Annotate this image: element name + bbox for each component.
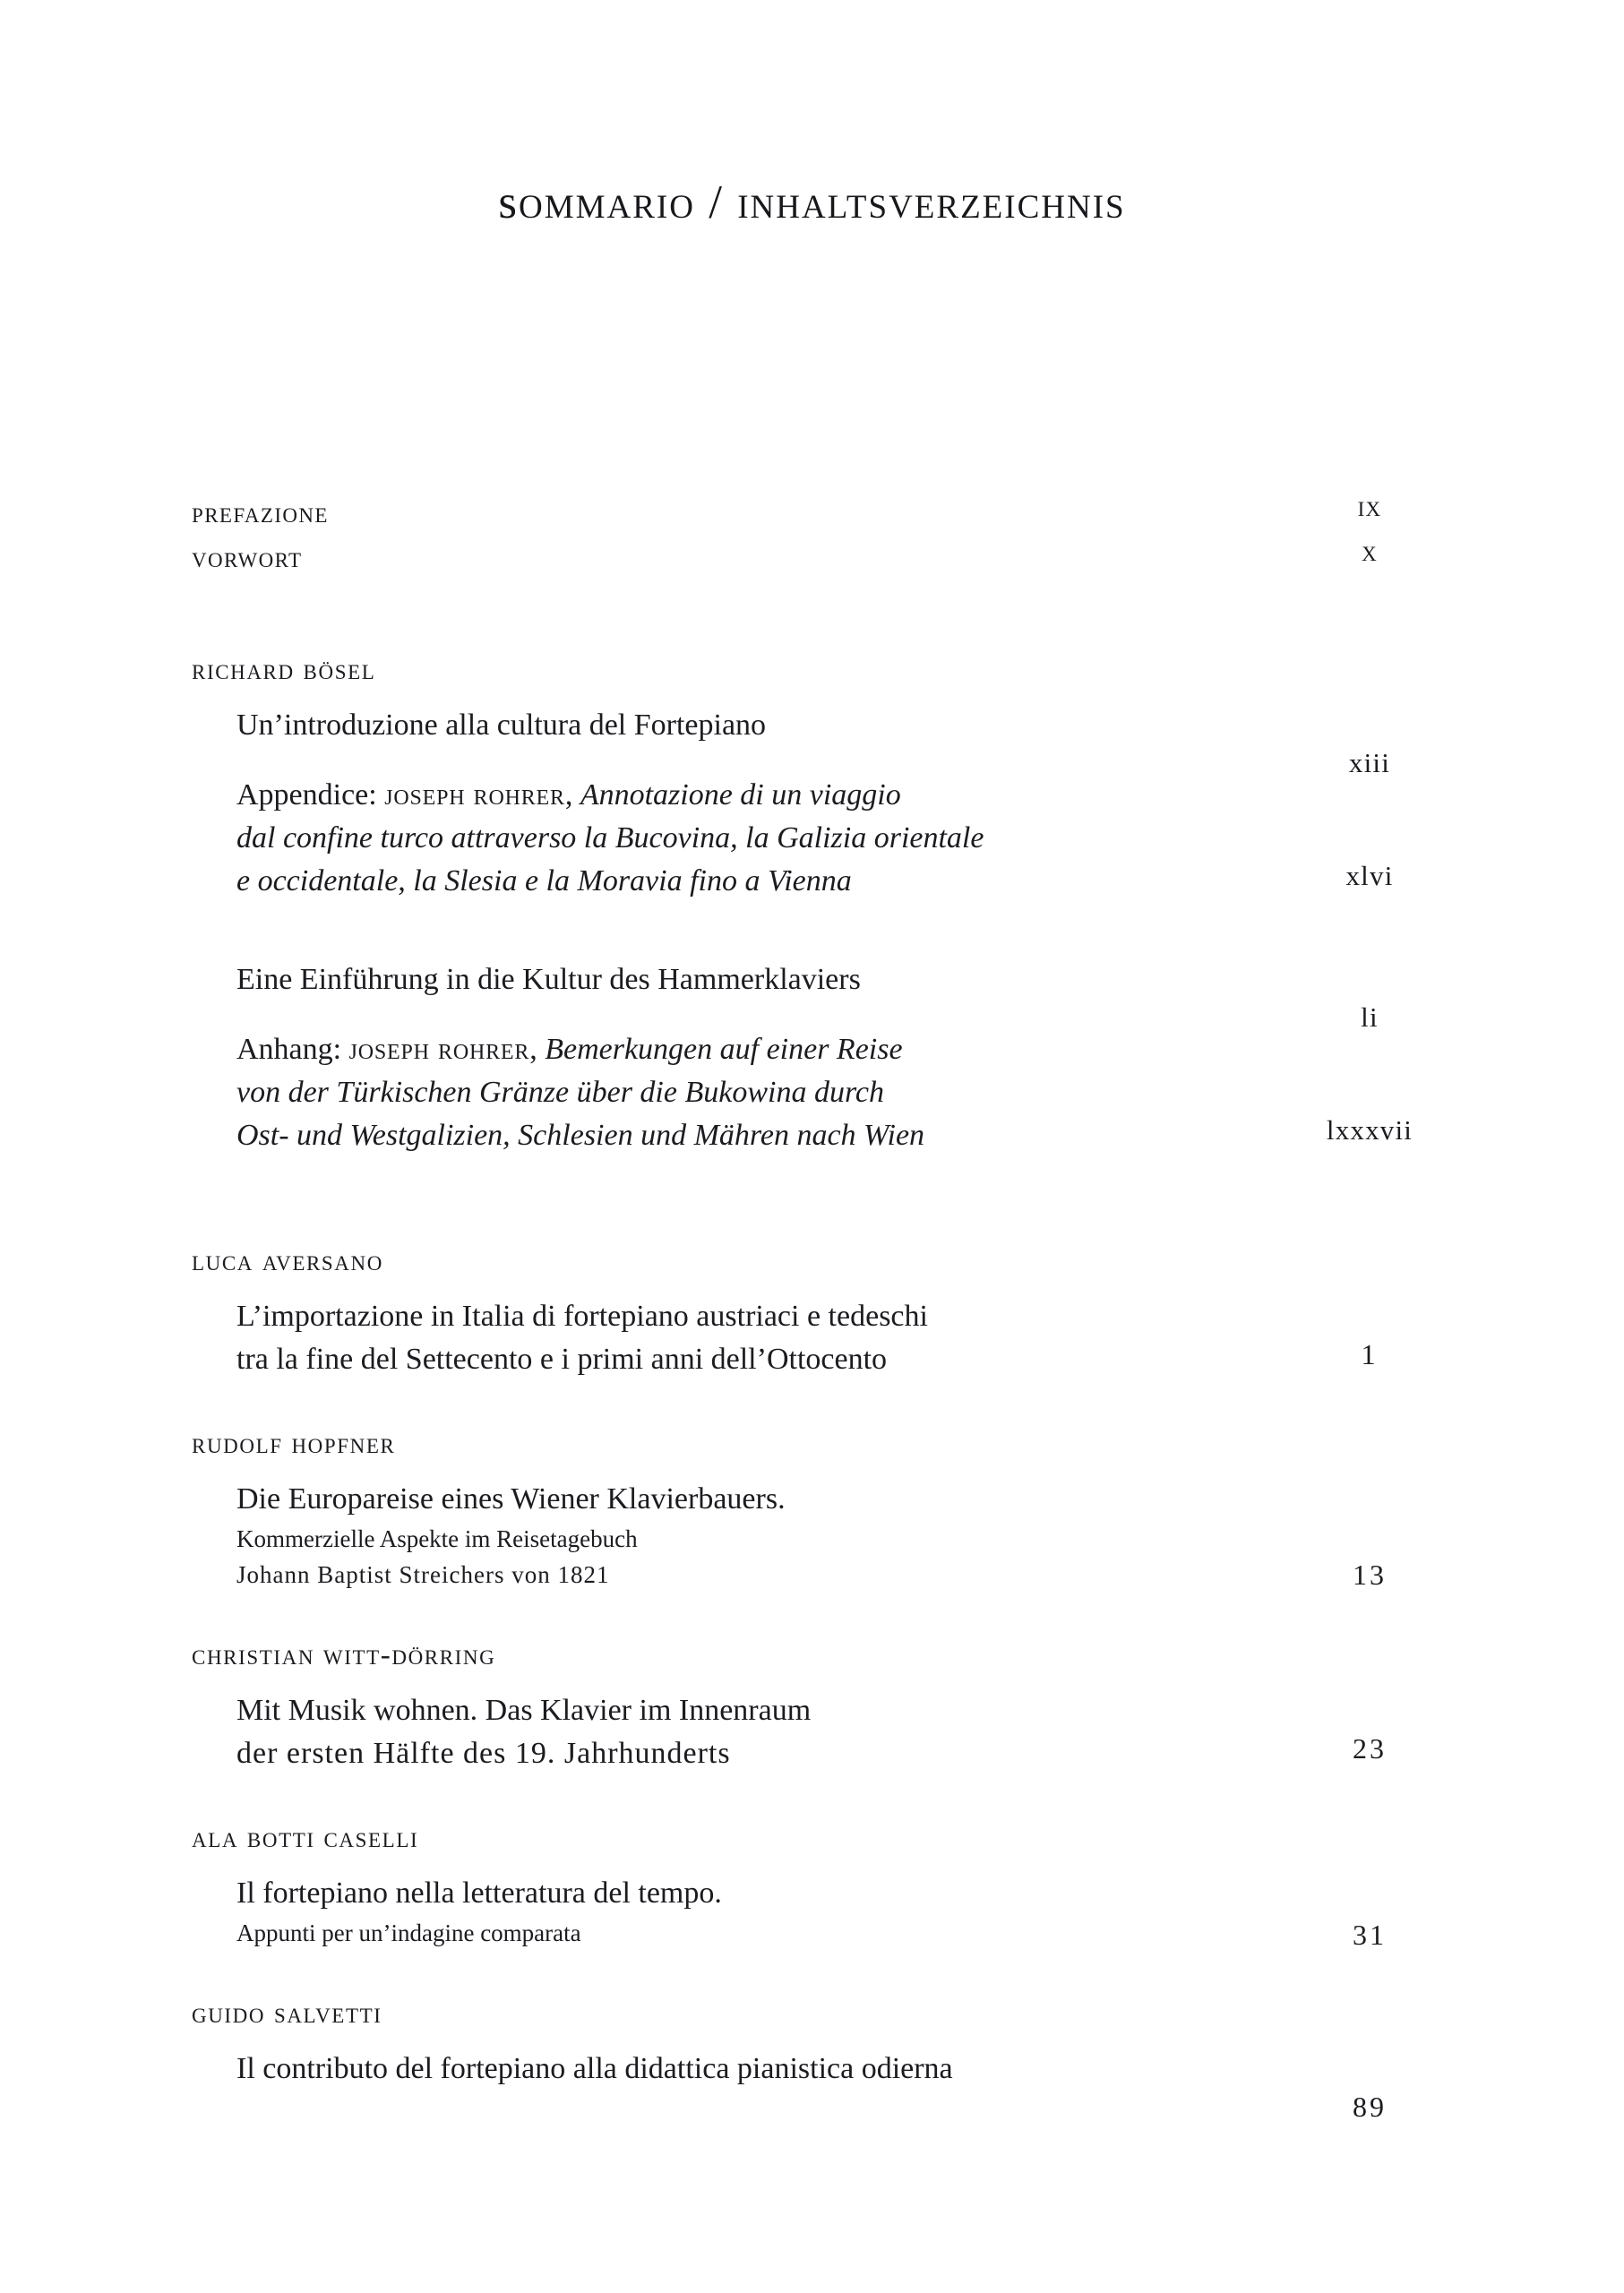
subtitle-line: Appunti per un’indagine comparata [236,1919,581,1946]
source-title-line: Annotazione di un viaggio [580,778,901,812]
author-name: christian witt-dörring [192,1639,496,1671]
item-title [236,704,1437,747]
separator: , [564,778,580,812]
source-title-line: Ost- und Westgalizien, Schlesien und Mähren nach Wien [236,1119,925,1152]
spacer [192,903,1437,958]
item-title [236,1689,1437,1775]
toc-author-witt-dorring [192,1634,1437,1677]
toc-item-aversano-1[interactable] [192,1295,1437,1381]
page-number: ix [1357,491,1382,523]
item-title [236,1872,1437,1915]
item-title [236,2048,1437,2091]
spacer [192,1775,1437,1816]
item-title [236,1295,1437,1381]
subtitle-line: Kommerzielle Aspekte im Reisetagebuch [236,1525,638,1552]
source-title-line: Bemerkungen auf einer Reise [545,1033,903,1066]
spacer [192,1381,1437,1422]
toc-item-hopfner-1[interactable] [192,1478,1437,1593]
spacer [192,1593,1437,1634]
page-title: sommario / inhaltsverzeichnis [498,176,1126,228]
spacer [192,1283,1437,1295]
title-line: Un’introduzione alla cultura del Fortepiano [236,709,767,742]
source-title-line: dal confine turco attraverso la Bucovina, la Galizia orientale [236,821,984,855]
title-line: Il fortepiano nella letteratura del tempo. [236,1876,722,1910]
separator: , [529,1033,546,1066]
page-number: 23 [1353,1732,1387,1765]
toc-entry-vorwort[interactable] [192,536,1437,580]
page-number: 31 [1353,1919,1387,1951]
item-title [236,774,1437,903]
spacer [192,1677,1437,1689]
toc-author-salvetti [192,1992,1437,2035]
spacer [192,580,1437,648]
toc-item-bosel-anhang[interactable] [192,1028,1437,1157]
toc-entry-prefazione[interactable] [192,491,1437,536]
toc-item-salvetti-1[interactable] [192,2048,1437,2123]
toc-item-botti-caselli-1[interactable] [192,1872,1437,1951]
item-title [236,1478,1437,1521]
page-number: li [1361,1001,1379,1033]
title-line: Eine Einführung in die Kultur des Hammerklaviers [236,963,861,996]
toc-item-witt-dorring-1[interactable] [192,1689,1437,1775]
spacer [192,1157,1437,1240]
title-line: L’importazione in Italia di fortepiano austriaci e tedeschi [236,1300,928,1333]
title-line: Die Europareise eines Wiener Klavierbauers. [236,1482,786,1516]
spacer [192,747,1437,774]
title-line [236,1028,1437,1071]
page-number: lxxxvii [1326,1114,1413,1146]
toc-item-bosel-1[interactable] [192,704,1437,778]
toc-entry-label: vorwort [192,542,303,574]
spacer [192,1859,1437,1872]
author-name: ala botti caselli [192,1822,419,1854]
page-number: 89 [1353,2091,1387,2123]
toc-item-bosel-2[interactable] [192,958,1437,1033]
item-title [236,1028,1437,1157]
title-line: der ersten Hälfte des 19. Jahrhunderts [236,1737,731,1770]
appendix-prefix: Appendice: [236,778,385,812]
appendix-prefix: Anhang: [236,1033,349,1066]
toc-author-hopfner [192,1422,1437,1465]
title-line: tra la fine del Settecento e i primi anni dell’Ottocento [236,1343,888,1376]
author-name: luca aversano [192,1245,383,1277]
title-line: Mit Musik wohnen. Das Klavier im Innenraum [236,1694,812,1727]
title-line: Il contributo del fortepiano alla didattica pianistica odierna [236,2052,953,2085]
spacer [192,691,1437,704]
author-name: richard bösel [192,654,376,686]
source-title-line: e occidentale, la Slesia e la Moravia fino a Vienna [236,864,852,897]
table-of-contents [192,491,1437,2123]
spacer [192,1001,1437,1028]
spacer [192,1951,1437,1992]
spacer [192,2035,1437,2048]
toc-entry-label: prefazione [192,497,329,529]
spacer [192,1465,1437,1478]
page-number: 13 [1353,1559,1387,1591]
toc-author-aversano [192,1240,1437,1283]
item-title [236,958,1437,1001]
author-name: rudolf hopfner [192,1428,396,1460]
item-subtitle [236,1521,1437,1593]
subtitle-line: Johann Baptist Streichers von 1821 [236,1561,610,1588]
toc-item-bosel-appendice[interactable] [192,774,1437,903]
page-number: xiii [1348,747,1391,778]
source-author: joseph rohrer [348,1033,530,1066]
source-author: joseph rohrer [384,778,565,812]
page-number: x [1362,536,1378,568]
source-title-line: von der Türkischen Gränze über die Bukowina durch [236,1076,885,1109]
title-line [236,774,1437,817]
item-subtitle [236,1915,1437,1951]
toc-author-bosel [192,648,1437,691]
toc-author-botti-caselli [192,1816,1437,1859]
page-number: 1 [1361,1338,1379,1370]
page-number: xlvi [1345,860,1394,891]
author-name: guido salvetti [192,1997,382,2030]
